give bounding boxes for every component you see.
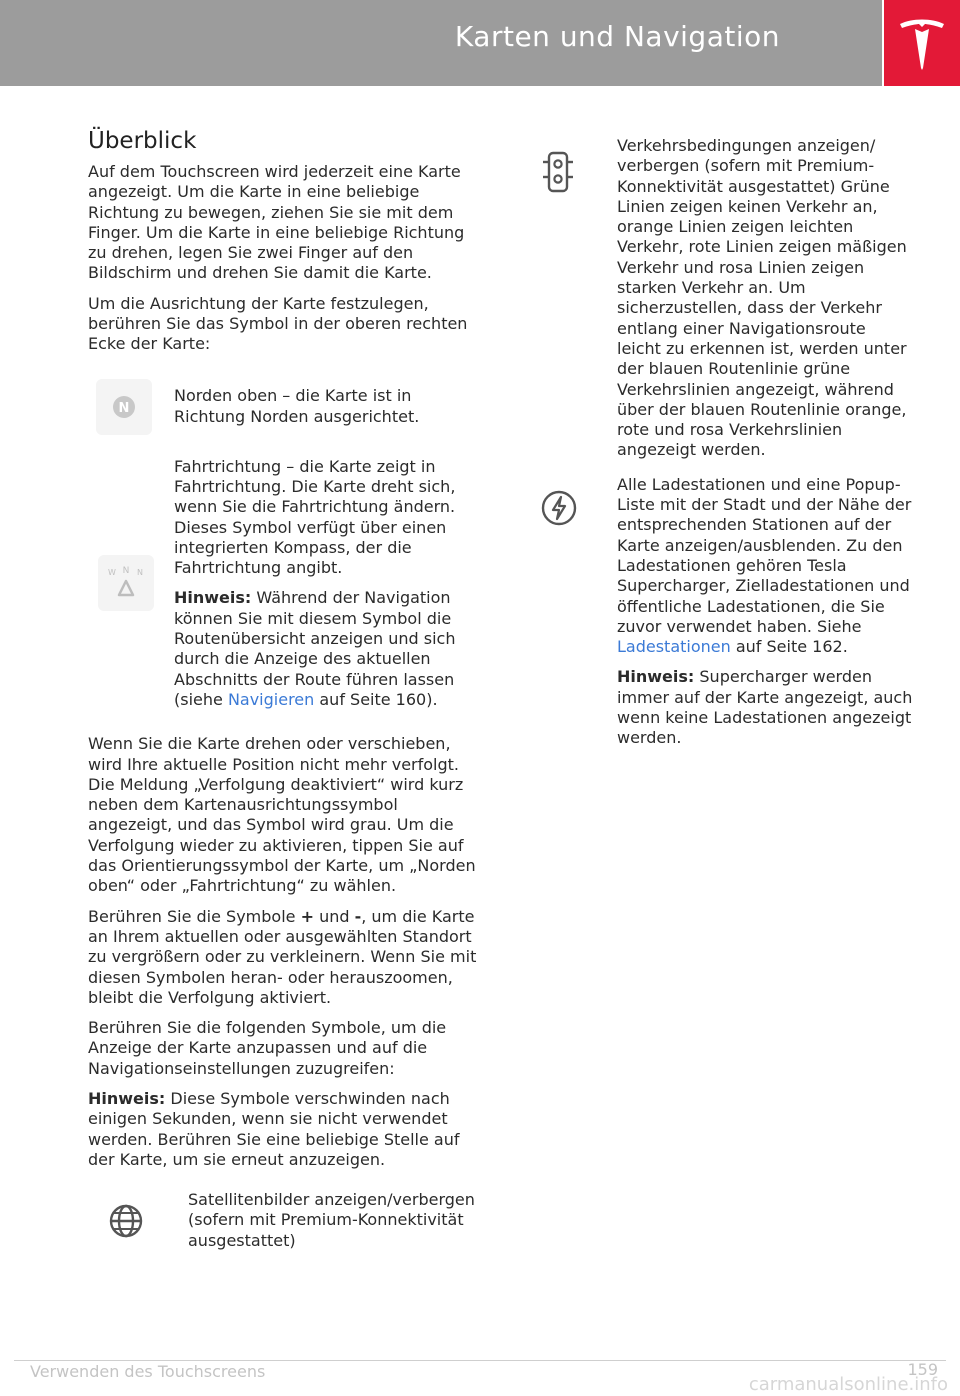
note-text-2: Diese Symbole verschwinden nach einigen Sekunden, wenn sie nicht verwendet werden. Berühren Sie eine beliebige Stelle auf der Karte, um sie erneut anzuzeigen. — [88, 1088, 460, 1169]
svg-text:N: N — [118, 400, 130, 416]
page-number: 159 — [907, 1360, 938, 1379]
note-text: Während der Navigation können Sie mit diesem Symbol die Routenübersicht anzeigen und sich durch die Anzeige des aktuellen Abschnitts der Route führen lassen (siehe — [174, 588, 456, 709]
symbols-note — [88, 1089, 484, 1170]
traffic-text: Verkehrsbedingungen anzeigen/ verbergen (sofern mit Premium-Konnektivität ausgestattet) Grüne Linien zeigen keinen Verkehr an, orange Linien zeigen leichten Verkehr, rote Linien zeigen mäßigen Verkehr und rosa Linien zeigen starken Verkehr an. Um sicherzustellen, dass der Verkehr entlang einer Navigationsroute leicht zu erkennen ist, werden unter der blauen Routenlinie grüne Verkehrslinien angezeigt, während über der blauen Routenlinie orange, rote und rosa Verkehrslinien angezeigt werden. — [617, 136, 907, 460]
tracking-paragraph: Wenn Sie die Karte drehen oder verschieben, wird Ihre aktuelle Position nicht mehr verfolgt. Die Meldung „Verfolgung deaktiviert“ wird kurz neben dem Kartenausrichtungssymbol angezeigt, und das Symbol wird grau. Um die Verfolgung wieder zu aktivieren, tippen Sie auf das Orientierungssymbol der Karte, um „Norden oben“ oder „Fahrtrichtung“ zu wählen. — [88, 734, 476, 896]
zoom-text-end: , um die Karte an Ihrem aktuellen oder ausgewählten Standort zu vergrößern oder zu verkleinern. Wenn Sie mit diesen Symbolen heran- oder herauszoomen, bleibt die Verfolgung aktiviert. — [88, 906, 477, 1007]
compass-heading-icon — [98, 555, 154, 611]
footer-section: Verwenden des Touchscreens — [30, 1362, 266, 1381]
note-label: Hinweis: — [174, 588, 252, 608]
traffic-row — [530, 136, 914, 461]
watermark: carmanualsonline.info — [748, 1374, 948, 1395]
satellite-row — [88, 1190, 484, 1251]
north-up-text: Norden oben – die Karte ist in Richtung Norden ausgerichtet. — [174, 386, 420, 426]
symbols-paragraph: Berühren Sie die folgenden Symbole, um die Anzeige der Karte anzupassen und auf die Navigationseinstellungen zuzugreifen: — [88, 1018, 447, 1078]
svg-text:N: N — [122, 566, 130, 577]
lightning-bolt-icon — [540, 489, 578, 527]
note-text-end: auf Seite 160). — [314, 689, 438, 709]
charging-row — [530, 475, 914, 759]
svg-text:N: N — [137, 568, 143, 578]
heading-up-text: Fahrtrichtung – die Karte zeigt in Fahrtrichtung. Die Karte dreht sich, wenn Sie die Fahrtrichtung ändern. Dieses Symbol verfügt über einen integrierten Kompass, der die Fahrtrichtung angibt. — [174, 456, 456, 578]
zoom-text: Berühren Sie die Symbole — [88, 906, 301, 926]
heading-up-row — [88, 457, 484, 711]
tesla-logo-icon — [896, 14, 948, 72]
minus-symbol: - — [354, 906, 362, 926]
header-bar — [0, 0, 882, 86]
page-title: Karten und Navigation — [454, 20, 780, 53]
supercharger-note — [617, 667, 914, 748]
overview-paragraph: Auf dem Touchscreen wird jederzeit eine Karte angezeigt. Um die Karte in eine beliebige Richtung zu bewegen, ziehen Sie sie mit dem Finger. Um die Karte in eine beliebige Richtung zu drehen, legen Sie zwei Finger auf den Bildschirm und drehen Sie damit die Karte. — [88, 162, 465, 283]
plus-symbol: + — [300, 906, 314, 926]
traffic-light-icon — [540, 150, 576, 194]
charging-text-end: auf Seite 162. — [730, 637, 848, 657]
footer-divider — [14, 1360, 946, 1361]
globe-icon — [108, 1203, 144, 1239]
charging-text — [617, 475, 914, 658]
north-up-icon — [96, 379, 152, 435]
north-up-row — [88, 379, 484, 435]
right-column — [530, 136, 914, 769]
satellite-text: Satellitenbilder anzeigen/verbergen (sofern mit Premium-Konnektivität ausgestattet) — [188, 1190, 475, 1250]
note-label-2: Hinweis: — [88, 1088, 166, 1108]
note-text-3: Supercharger werden immer auf der Karte angezeigt, auch wenn keine Ladestationen angezeigt werden. — [617, 667, 913, 748]
orientation-paragraph: Um die Ausrichtung der Karte festzulegen, berühren Sie das Symbol in der oberen rechten Ecke der Karte: — [88, 293, 468, 354]
zoom-text-and: und — [313, 906, 355, 926]
navigieren-link[interactable]: Navigieren — [227, 689, 315, 709]
ladestationen-link[interactable]: Ladestationen — [617, 637, 731, 657]
svg-text:W: W — [108, 568, 116, 578]
section-heading: Überblick — [88, 128, 197, 154]
tesla-logo — [884, 0, 960, 86]
zoom-paragraph — [88, 907, 484, 1008]
note-label-3: Hinweis: — [617, 667, 695, 687]
left-column — [88, 128, 484, 1261]
navigation-note — [174, 588, 484, 710]
charging-text-main: Alle Ladestationen und eine Popup-Liste mit der Stadt und der Nähe der entsprechenden Stationen auf der Karte anzeigen/ausblenden. Zu den Ladestationen gehören Tesla Supercharger, Zielladestationen und öffentliche Ladestationen, die Sie zuvor verwendet haben. Siehe — [617, 474, 912, 636]
